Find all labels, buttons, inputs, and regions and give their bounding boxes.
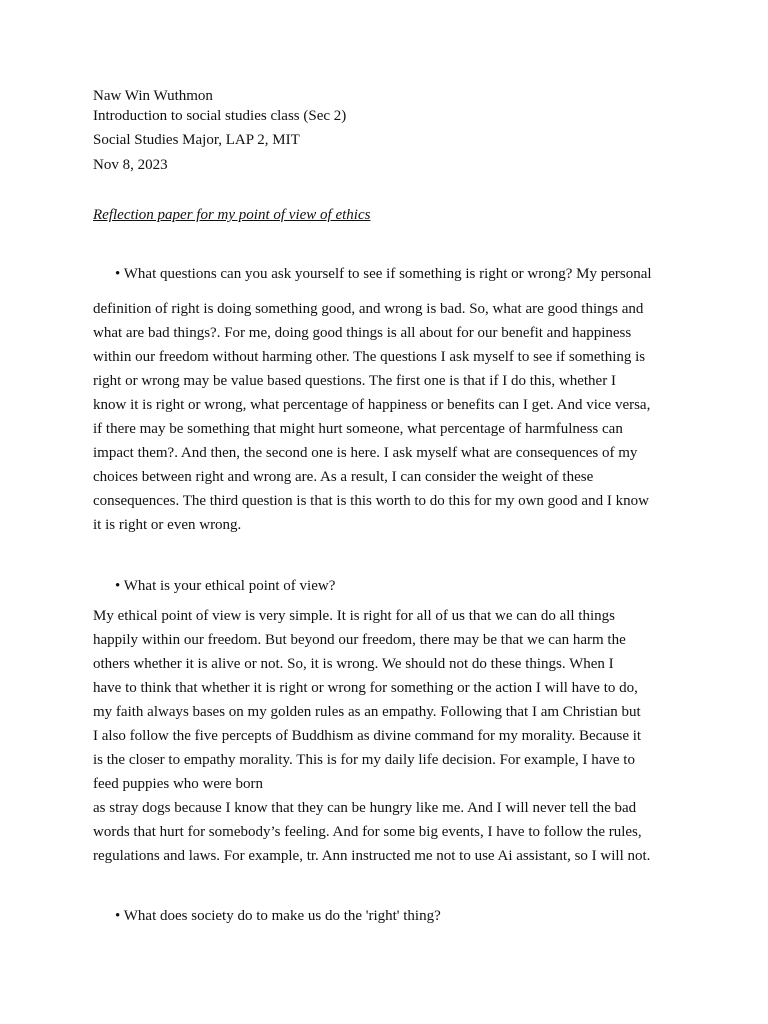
paragraph-line: know it is right or wrong, what percentage of happiness or benefits can I get. And vice versa, (93, 397, 651, 413)
paragraph-line: others whether it is alive or not. So, it is wrong. We should not do these things. When I (93, 656, 614, 672)
bullet-icon: • (115, 578, 121, 594)
paragraph-line: if there may be something that might hurt someone, what percentage of harmfulness can (93, 421, 623, 437)
bullet-icon: • (115, 908, 121, 924)
paragraph-line: words that hurt for somebody’s feeling. And for some big events, I have to follow the rules, (93, 824, 642, 840)
paragraph-line: is the closer to empathy morality. This is for my daily life decision. For example, I have to (93, 752, 635, 768)
paragraph-line: what are bad things?. For me, doing good things is all about for our benefit and happiness (93, 325, 632, 341)
paragraph-line: My ethical point of view is very simple. It is right for all of us that we can do all things (93, 608, 615, 624)
paragraph-line: consequences. The third question is that is this worth to do this for my own good and I know (93, 493, 649, 509)
paragraph-line: within our freedom without harming other. The questions I ask myself to see if something is (93, 349, 646, 365)
paragraph-line: regulations and laws. For example, tr. Ann instructed me not to use Ai assistant, so I will not. (93, 848, 651, 864)
paragraph-line: impact them?. And then, the second one is here. I ask myself what are consequences of my (93, 445, 638, 461)
question-2 (115, 577, 335, 595)
paragraph-line: choices between right and wrong are. As a result, I can consider the weight of these (93, 469, 594, 485)
program-name: Social Studies Major, LAP 2, MIT (93, 132, 300, 148)
paragraph-line: have to think that whether it is right or wrong for something or the action I will have to do, (93, 680, 638, 696)
paragraph-line: as stray dogs because I know that they can be hungry like me. And I will never tell the bad (93, 800, 637, 816)
paragraph-line: I also follow the five percepts of Buddhism as divine command for my morality. Because it (93, 728, 642, 744)
paragraph-line: right or wrong may be value based questions. The first one is that if I do this, whether I (93, 373, 616, 389)
question-3 (115, 907, 441, 925)
paragraph-line: definition of right is doing something good, and wrong is bad. So, what are good things and (93, 301, 644, 317)
paragraph-line: my faith always bases on my golden rules as an empathy. Following that I am Christian but (93, 704, 641, 720)
paragraph-line: happily within our freedom. But beyond our freedom, there may be that we can harm the (93, 632, 626, 648)
bullet-icon: • (115, 266, 121, 282)
paper-title: Reflection paper for my point of view of ethics (93, 207, 371, 223)
question-1 (115, 265, 652, 283)
question-text: What is your ethical point of view? (123, 578, 336, 594)
course-name: Introduction to social studies class (Sec 2) (93, 108, 347, 124)
paragraph-line: feed puppies who were born (93, 776, 263, 792)
question-text: What does society do to make us do the 'right' thing? (123, 908, 441, 924)
question-text: What questions can you ask yourself to see if something is right or wrong? My personal (123, 266, 652, 282)
paragraph-line: it is right or even wrong. (93, 517, 242, 533)
author-name: Naw Win Wuthmon (93, 88, 213, 104)
document-date: Nov 8, 2023 (93, 157, 168, 173)
